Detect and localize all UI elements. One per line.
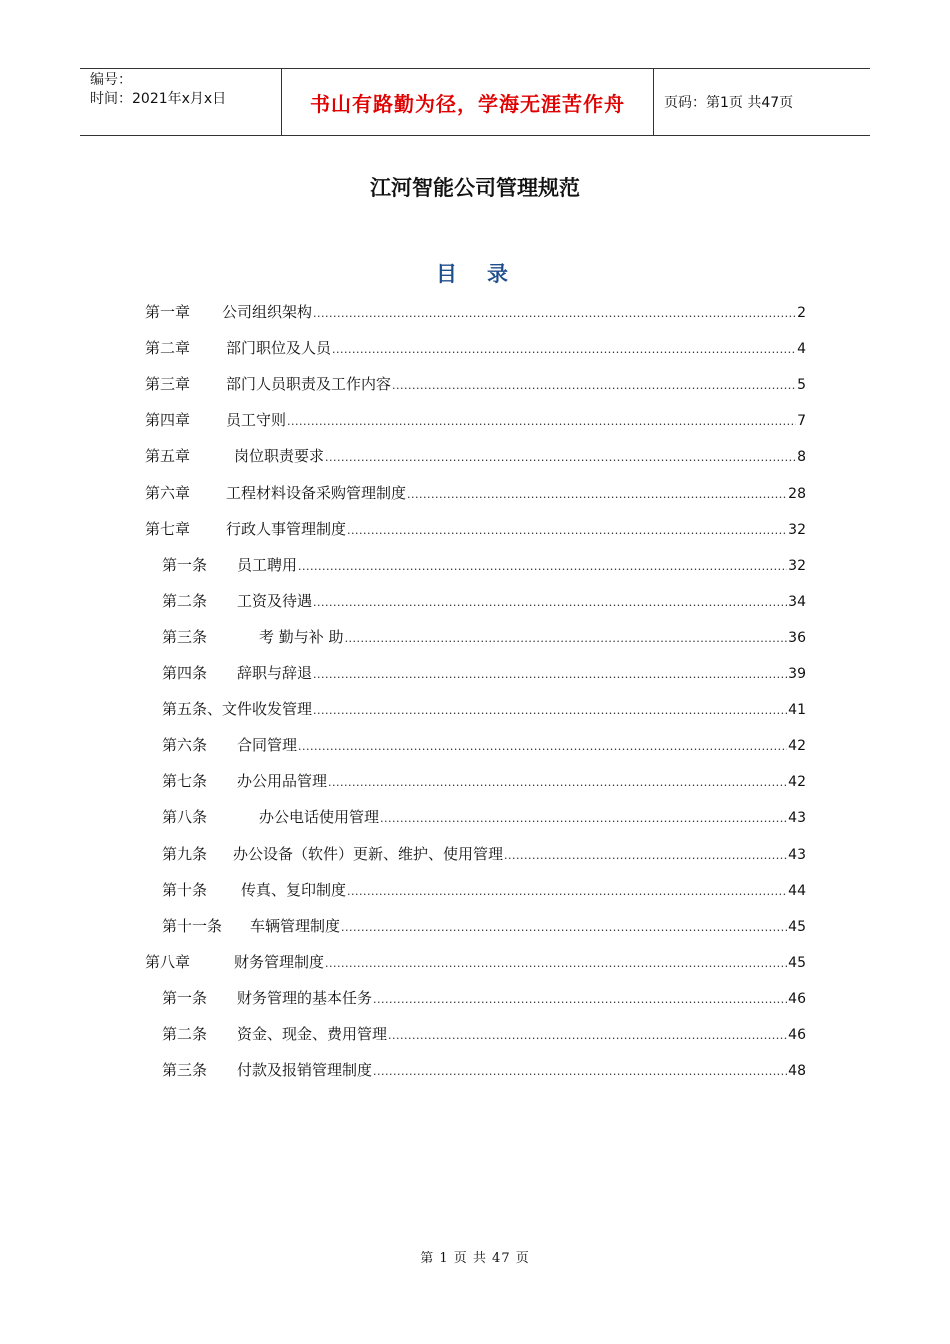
page-header <box>80 68 870 136</box>
toc-entry-number: 第二章 <box>145 339 191 358</box>
page-footer: 第 1 页 共 47 页 <box>420 1251 530 1266</box>
toc-entry-number: 第三章 <box>145 375 191 394</box>
toc-entry-title: 部门职位及人员 <box>226 339 332 358</box>
toc-entry-number: 第四章 <box>145 411 191 430</box>
toc-entry-title: 行政人事管理制度 <box>226 519 347 538</box>
toc-entry-page: 28 <box>788 485 806 502</box>
toc-entry-title: 员工聘用 <box>237 555 298 574</box>
toc-entry-number: 第五章 <box>145 447 191 466</box>
toc-entry[interactable] <box>162 589 806 613</box>
toc-entry-number: 第一条 <box>162 555 208 574</box>
toc-leader-dots <box>298 553 787 579</box>
toc-leader-dots <box>388 1022 787 1048</box>
toc-entry-title: 部门人员职责及工作内容 <box>226 375 392 394</box>
toc-entry[interactable] <box>145 408 806 432</box>
toc-leader-dots <box>325 950 787 976</box>
toc-entry-number: 第五条、 <box>162 700 223 719</box>
toc-entry-page: 39 <box>788 666 806 682</box>
toc-entry-title: 财务管理制度 <box>234 952 325 971</box>
toc-entry[interactable] <box>162 986 806 1010</box>
toc-title: 目录 <box>436 261 538 286</box>
toc-entry-number: 第一条 <box>162 988 208 1007</box>
toc-entry-number: 第二条 <box>162 1025 208 1043</box>
toc-entry[interactable] <box>145 517 806 541</box>
toc-entry-page: 44 <box>788 882 806 899</box>
toc-entry[interactable] <box>162 805 806 829</box>
toc-entry-title: 办公设备（软件）更新、维护、使用管理 <box>233 844 504 863</box>
toc-entry-page: 45 <box>788 954 806 971</box>
toc-entry-page: 2 <box>797 305 806 321</box>
header-info-cell <box>80 69 282 135</box>
toc-entry-title: 公司组织架构 <box>222 303 313 321</box>
toc-leader-dots <box>313 589 787 615</box>
toc-entry[interactable] <box>162 553 806 577</box>
toc-entry-title: 考 勤与补 助 <box>259 627 344 646</box>
toc-entry[interactable] <box>162 697 806 721</box>
toc-entry[interactable] <box>145 300 806 324</box>
toc-leader-dots <box>325 444 796 470</box>
toc-entry-page: 46 <box>788 1027 806 1043</box>
toc-entry[interactable] <box>145 950 806 974</box>
toc-leader-dots <box>347 517 787 543</box>
toc-entry[interactable] <box>145 444 806 468</box>
toc-entry-title: 合同管理 <box>237 736 298 755</box>
toc-entry-page: 48 <box>788 1063 806 1080</box>
toc-entry-title: 车辆管理制度 <box>250 916 341 935</box>
toc-leader-dots <box>313 300 796 326</box>
toc-entry-title: 员工守则 <box>226 411 287 430</box>
toc-entry-number: 第三条 <box>162 1061 208 1080</box>
toc-entry-page: 43 <box>788 810 806 827</box>
toc-entry-number: 第一章 <box>145 303 191 321</box>
toc-entry-page: 46 <box>788 990 806 1007</box>
document-title: 江河智能公司管理规范 <box>370 175 580 200</box>
toc-entry-number: 第十条 <box>162 880 208 899</box>
toc-entry-title: 传真、复印制度 <box>241 880 347 899</box>
toc-entry-page: 7 <box>797 413 806 430</box>
toc-leader-dots <box>313 697 787 723</box>
toc-entry-title: 付款及报销管理制度 <box>237 1061 373 1080</box>
toc-entry-page: 45 <box>788 918 806 935</box>
toc-leader-dots <box>373 1058 787 1084</box>
toc-leader-dots <box>287 408 796 434</box>
toc-leader-dots <box>313 661 787 687</box>
toc-entry-title: 工资及待遇 <box>237 591 313 610</box>
toc-entry[interactable] <box>145 372 806 396</box>
toc-entry-title: 办公电话使用管理 <box>259 808 380 827</box>
toc-entry-number: 第七条 <box>162 772 208 791</box>
toc-entry-page: 32 <box>788 557 806 574</box>
toc-leader-dots <box>392 372 796 398</box>
toc-entry-number: 第六条 <box>162 736 208 755</box>
toc-leader-dots <box>347 878 787 904</box>
toc-leader-dots <box>345 625 788 651</box>
toc-entry[interactable] <box>162 625 806 649</box>
toc-leader-dots <box>380 805 787 831</box>
toc-entry-page: 42 <box>788 774 806 791</box>
code-label: 编号： <box>90 72 132 88</box>
toc-entry-title: 辞职与辞退 <box>237 664 313 682</box>
toc-entry-page: 42 <box>788 738 806 755</box>
toc-entry-number: 第十一条 <box>162 916 223 935</box>
toc-entry-page: 41 <box>788 702 806 719</box>
toc-entry[interactable] <box>162 914 806 938</box>
toc-entry-title: 办公用品管理 <box>237 772 328 791</box>
toc-entry-page: 4 <box>797 341 806 358</box>
toc-entry-page: 32 <box>788 521 806 538</box>
toc-entry[interactable] <box>162 769 806 793</box>
toc-entry-number: 第八章 <box>145 952 191 971</box>
toc-entry[interactable] <box>145 336 806 360</box>
toc-leader-dots <box>298 733 787 759</box>
toc-entry[interactable] <box>145 481 806 505</box>
toc-entry[interactable] <box>162 661 806 685</box>
toc-entry-title: 资金、现金、费用管理 <box>237 1025 388 1043</box>
header-motto: 书山有路勤为径，学海无涯苦作舟 <box>282 69 654 135</box>
toc-entry[interactable] <box>162 733 806 757</box>
toc-entry-page: 8 <box>797 449 806 466</box>
toc-entry-page: 34 <box>788 593 806 610</box>
toc-entry-page: 36 <box>788 629 806 646</box>
toc-entry-number: 第七章 <box>145 519 191 538</box>
toc-leader-dots <box>407 481 787 507</box>
header-page-info: 页码：第1页 共47页 <box>664 95 794 111</box>
toc-entry[interactable] <box>162 878 806 902</box>
toc-entry-number: 第二条 <box>162 591 208 610</box>
toc-entry-number: 第三条 <box>162 627 208 646</box>
toc-entry-title: 财务管理的基本任务 <box>237 988 373 1007</box>
toc-entry-title: 文件收发管理 <box>222 700 313 719</box>
toc-leader-dots <box>341 914 787 940</box>
time-label: 时间：2021年x月x日 <box>90 91 227 107</box>
toc-leader-dots <box>328 769 787 795</box>
toc-entry-title: 岗位职责要求 <box>234 447 325 466</box>
toc-entry[interactable] <box>162 842 806 866</box>
toc-leader-dots <box>332 336 796 362</box>
toc-entry-number: 第九条 <box>162 844 208 863</box>
toc-entry-page: 43 <box>788 846 806 863</box>
toc-entry-number: 第八条 <box>162 808 208 827</box>
toc-entry-number: 第六章 <box>145 483 191 502</box>
toc-entry[interactable] <box>162 1022 806 1046</box>
toc-entry-page: 5 <box>797 377 806 394</box>
toc-entry-number: 第四条 <box>162 664 208 682</box>
toc-entry-title: 工程材料设备采购管理制度 <box>226 483 407 502</box>
toc-entry[interactable] <box>162 1058 806 1082</box>
toc-leader-dots <box>504 842 787 868</box>
toc-leader-dots <box>373 986 787 1012</box>
